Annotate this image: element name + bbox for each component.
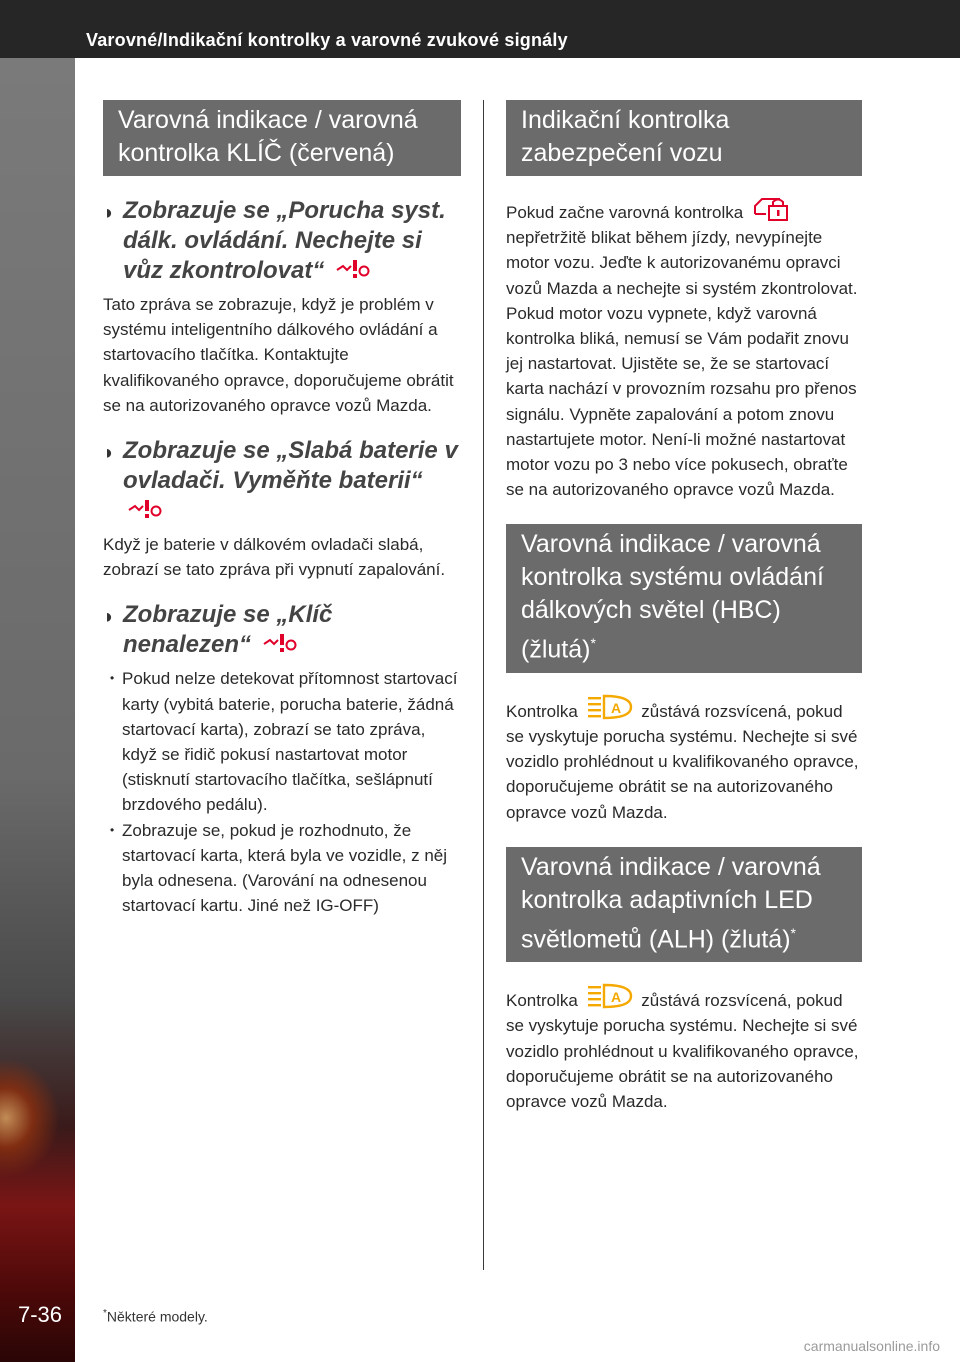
hbc-heading — [506, 524, 862, 672]
security-text-lead: Pokud začne varovná kontrolka — [506, 203, 744, 222]
key-warning-heading: Varovná indikace / varovná kontrolka KLÍČ (červená) — [103, 100, 461, 176]
alh-text-body: zůstává rozsvícená, pokud se vyskytuje porucha systému. Nechejte si své vozidlo prohlédnout u kvalifikovaného opravce, doporučujeme obrátit se na autorizovaného opravce vozů Mazda. — [506, 991, 859, 1111]
bullet-item: • Zobrazuje se, pokud je rozhodnuto, že startovací karta, která byla ve vozidle, z něj byla odnesena. (Varování na odnesenou startovací kartu. Jiné než IG-OFF) — [103, 818, 461, 919]
section-title-text: Zobrazuje se „Klíč nenalezen“ — [123, 601, 333, 659]
section-title-text: Zobrazuje se „Slabá baterie v ovladači. Vyměňte baterii“ — [123, 437, 458, 495]
key-warning-icon — [262, 633, 298, 653]
header-bar — [0, 0, 960, 58]
headlight-warning-icon — [587, 982, 633, 1010]
model-footnote-mark: * — [790, 924, 796, 941]
section-marker-icon: ◗ — [103, 202, 116, 224]
alh-heading — [506, 847, 862, 962]
footnote-mark: * — [103, 1308, 107, 1319]
page-number: 7-36 — [18, 1302, 63, 1327]
security-text-body: nepřetržitě blikat během jízdy, nevypínejte motor vozu. Jeďte k autorizovanému opravci vozů Mazda a nechejte si systém zkontrolovat. Pokud motor vozu vypnete, když varovná kontrolka bliká, nemusí se Vám podařit znovu jej nastartovat. Ujistěte se, že se startovací karta nachází v provozním rozsahu pro přenos signálu. Vypněte zapalování a potom znovu nastartujete motor. Není-li možné nastartovat motor vozu po 3 nebo více pokusech, obraťte se na autorizovaného opravce vozů Mazda. — [506, 228, 858, 500]
hbc-paragraph — [506, 693, 862, 825]
left-column — [103, 100, 461, 918]
security-paragraph — [506, 196, 862, 502]
section-title-text: Zobrazuje se „Porucha syst. dálk. ovládání. Nechejte si vůz zkontrolovat“ — [123, 197, 446, 284]
hbc-heading-text: Varovná indikace / varovná kontrolka systému ovládání dálkových světel (HBC) (žlutá) — [521, 530, 824, 664]
section-paragraph: Když je baterie v dálkovém ovladači slabá, zobrazí se tato zpráva při vypnutí zapalování. — [103, 535, 446, 580]
model-footnote-mark: * — [590, 635, 596, 652]
svg-text:A: A — [610, 699, 621, 716]
bullet-item: • Pokud nelze detekovat přítomnost startovací karty (vybitá baterie, porucha baterie, žádná startovací karta), zobrazí se tato zpráva, když se řidič pokusí nastartovat motor (stisknutí startovacího tlačítka, sešlápnutí brzdového pedálu). — [103, 666, 461, 817]
alh-paragraph — [506, 982, 862, 1114]
section-paragraph: Tato zpráva se zobrazuje, když je problém v systému inteligentního dálkového ovládání a startovacího tlačítka. Kontaktujte kvalifikovaného opravce, doporučujeme obrátit se na autorizovaného opravce vozů Mazda. — [103, 295, 454, 415]
page-sidebar — [0, 58, 75, 1362]
section-marker-icon: ◗ — [103, 606, 116, 629]
headlight-warning-icon — [587, 693, 633, 721]
car-lock-icon — [752, 196, 792, 222]
section-title-key-not-found — [103, 600, 461, 660]
column-divider — [483, 100, 484, 1270]
page-header-title: Varovné/Indikační kontrolky a varovné zvukové signály — [86, 30, 568, 50]
page-footnote — [103, 1308, 208, 1325]
svg-text:A: A — [610, 989, 621, 1006]
key-warning-icon — [335, 259, 371, 279]
sidebar-decor — [0, 1058, 60, 1178]
section-title-low-battery — [103, 436, 461, 526]
section-title-remote-malfunction — [103, 196, 461, 286]
footnote-text: Některé modely. — [106, 1308, 208, 1325]
alh-heading-text: Varovná indikace / varovná kontrolka adaptivních LED světlometů (ALH) (žlutá) — [521, 852, 821, 954]
security-heading: Indikační kontrolka zabezpečení vozu — [506, 100, 862, 176]
hbc-text-lead: Kontrolka — [506, 701, 578, 721]
right-column — [506, 100, 862, 1114]
watermark: carmanualsonline.info — [803, 1338, 940, 1354]
section-marker-icon: ◗ — [103, 442, 116, 465]
key-warning-icon — [127, 499, 163, 519]
alh-text-lead: Kontrolka — [506, 991, 578, 1011]
hbc-text-body: zůstává rozsvícená, pokud se vyskytuje porucha systému. Nechejte si své vozidlo prohlédnout u kvalifikovaného opravce, doporučujeme obrátit se na autorizovaného opravce vozů Mazda. — [506, 701, 859, 822]
